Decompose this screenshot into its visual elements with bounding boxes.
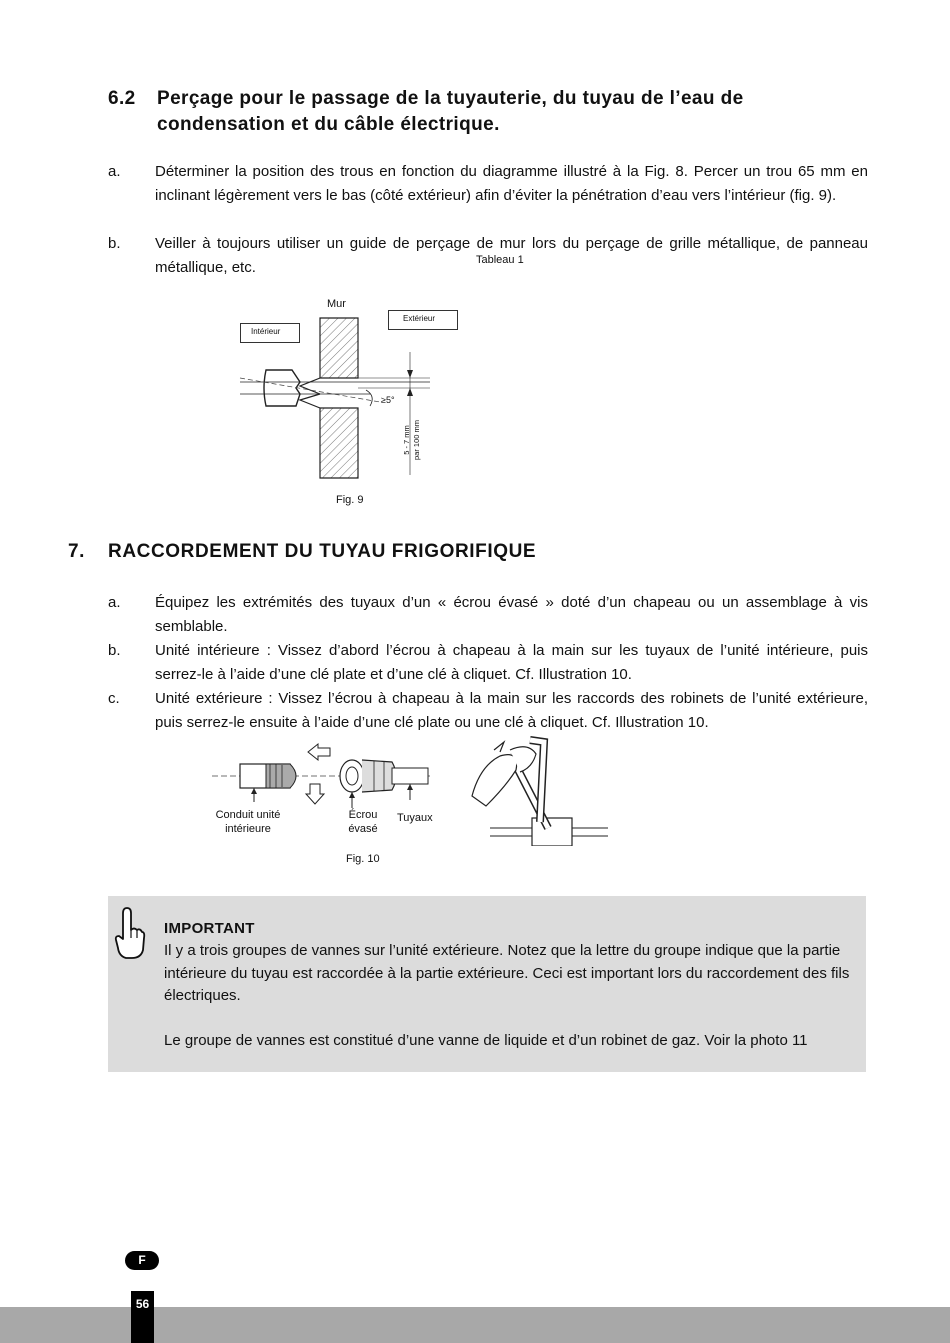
drill-icon (264, 370, 300, 406)
page-number: 56 (135, 1297, 150, 1311)
arrow-left-icon (308, 744, 330, 760)
list-item-label: a. (108, 594, 121, 611)
fig9-caption: Fig. 9 (336, 494, 364, 506)
list-item (108, 639, 868, 687)
list-item-text: Veiller à toujours utiliser un guide de perçage de mur lors du perçage de grille métallique, de panneau métallique, etc. (155, 235, 868, 276)
list-item (108, 687, 868, 735)
section-number: 7. (68, 541, 86, 562)
fig9-angle-label: ≥5° (381, 395, 395, 405)
fig9-wall-label: Mur (327, 298, 346, 310)
fig10-caption: Fig. 10 (346, 853, 380, 865)
list-item-text: Unité intérieure : Vissez d’abord l’écrou à chapeau à la main sur les tuyaux de l’unité intérieure, puis serrez-le à l’aide d’une clé plate et d’une clé à cliquet. Cf. Illustration 10. (155, 642, 868, 683)
list-item-text: Déterminer la position des trous en fonction du diagramme illustré à la Fig. 8. Percer un trou 65 mm en inclinant légèrement vers le bas (côté extérieur) afin d’éviter la pénétration d’eau vers l’intérieur (fig. 9). (155, 163, 868, 204)
list-item-label: b. (108, 235, 121, 252)
fig10-conduit-label (204, 808, 292, 836)
fig9-exterior-label: Extérieur (388, 310, 458, 330)
important-title: IMPORTANT (164, 920, 255, 937)
table-label: Tableau 1 (476, 254, 524, 266)
page-number-tab (131, 1291, 154, 1343)
fig9-interior-label: Intérieur (240, 323, 300, 343)
list-item (108, 160, 868, 232)
important-paragraph: Le groupe de vannes est constitué d’une vanne de liquide et d’un robinet de gaz. Voir la photo 11 (164, 1031, 808, 1049)
important-paragraph: Il y a trois groupes de vannes sur l’unité extérieure. Notez que la lettre du groupe indique que la partie intérieure du tuyau est raccordée à la partie extérieure. Ceci est important lors du raccordement des fils électriques. (164, 942, 850, 1004)
wrench-hands-icon (472, 740, 608, 846)
fig10-ecrou-label-line1: Écrou (348, 809, 378, 821)
list-item-label: b. (108, 642, 121, 659)
fig10-ecrou-label (340, 808, 386, 836)
fig10-conduit-label-line2: intérieure (225, 823, 271, 835)
fig9-slope-label-line1: 5 - 7 mm (402, 425, 411, 455)
list-item (108, 591, 868, 639)
list-item-label: c. (108, 690, 120, 707)
list-item-label: a. (108, 163, 121, 180)
language-badge: F (125, 1251, 159, 1270)
section-number: 6.2 (108, 88, 136, 109)
fig10-ecrou-label-line2: évasé (348, 823, 378, 835)
important-box (108, 896, 866, 1072)
section-title: Perçage pour le passage de la tuyauterie, du tuyau de l’eau de condensation et du câble électrique. (157, 88, 744, 135)
fig10-tuyaux-label: Tuyaux (397, 812, 433, 824)
arrow-down-icon (306, 784, 324, 804)
wall-upper (320, 318, 358, 378)
pointing-finger-icon (114, 906, 146, 962)
list-item-text: Unité extérieure : Vissez l’écrou à chapeau à la main sur les raccords des robinets de l’unité extérieure, puis serrez-le ensuite à l’aide d’une clé plate ou une clé à cliquet. Cf. Illustration 10. (155, 690, 868, 731)
fig10-conduit-label-line1: Conduit unité (215, 809, 281, 821)
fig9-slope-label-line2: par 100 mm (412, 419, 421, 461)
section-title: RACCORDEMENT DU TUYAU FRIGORIFIQUE (108, 541, 537, 562)
fig9-slope-label (402, 400, 422, 480)
wall-lower (320, 408, 358, 478)
list-item-text: Équipez les extrémités des tuyaux d’un « écrou évasé » doté d’un chapeau ou un assemblage à vis semblable. (155, 594, 868, 635)
